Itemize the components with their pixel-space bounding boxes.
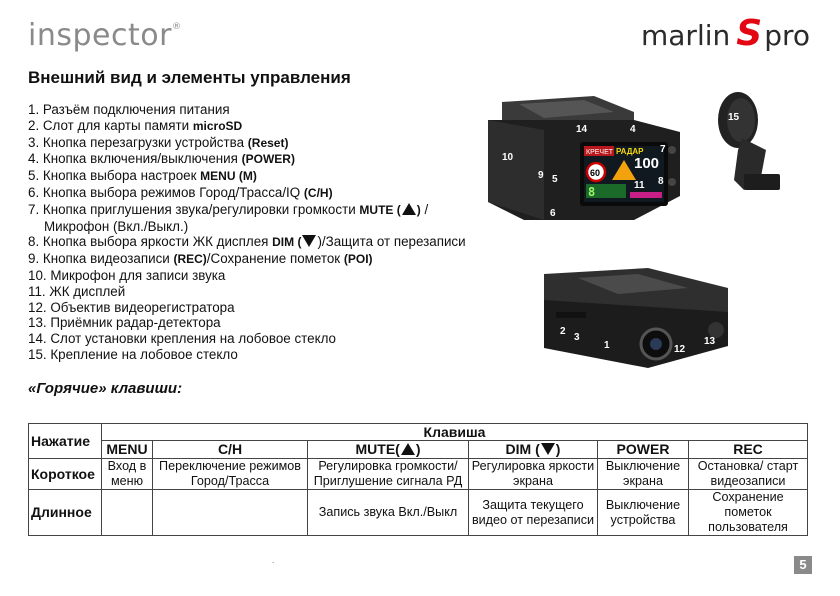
page-title: Внешний вид и элементы управления xyxy=(28,68,351,87)
list-item: 3. Кнопка перезагрузки устройства (Reset) xyxy=(28,134,289,150)
table-cell: Выключение экрана xyxy=(598,459,689,490)
callout-1: 1 xyxy=(604,340,610,351)
key-dim: DIM ( ) xyxy=(469,441,598,459)
callout-13: 13 xyxy=(704,336,716,347)
callout-8: 8 xyxy=(658,176,664,187)
list-item: 10. Микрофон для записи звука xyxy=(28,267,226,283)
callout-7: 7 xyxy=(660,144,666,155)
callout-15: 15 xyxy=(728,112,740,123)
list-item: 6. Кнопка выбора режимов Город/Трасса/IQ (C/H) xyxy=(28,184,333,200)
list-item: 15. Крепление на лобовое стекло xyxy=(28,346,238,362)
list-item: 9. Кнопка видеозаписи (REC)/Сохранение пометок (POI) xyxy=(28,251,373,267)
list-item: 4. Кнопка включения/выключения (POWER) xyxy=(28,151,295,167)
key-mute: MUTE( ) xyxy=(308,441,469,459)
list-item: 14. Слот установки крепления на лобовое стекло xyxy=(28,331,336,347)
callout-4: 4 xyxy=(630,124,636,135)
arrow-down-icon xyxy=(302,235,316,247)
callout-6: 6 xyxy=(550,208,556,219)
controls-list xyxy=(28,102,466,363)
key-group-header: Клавиша xyxy=(102,424,808,441)
screen-brand: КРЕЧЕТ xyxy=(586,149,614,156)
screen-limit: 60 xyxy=(590,168,601,178)
callout-5: 5 xyxy=(552,174,558,185)
callout-11: 11 xyxy=(634,180,645,191)
arrow-down-icon xyxy=(541,443,555,455)
table-cell: Регулировка громкости/ Приглушение сигнала РД xyxy=(308,459,469,490)
row-short-label: Короткое xyxy=(29,459,102,490)
table-cell: Переключение режимов Город/Трасса xyxy=(153,459,308,490)
table-cell: Вход в меню xyxy=(102,459,153,490)
screen-radar: РАДАР xyxy=(616,147,644,156)
callout-14: 14 xyxy=(576,124,588,135)
table-cell: Защита текущего видео от перезаписи xyxy=(469,490,598,536)
windshield-mount-illustration xyxy=(708,90,788,200)
press-header: Нажатие xyxy=(29,424,102,459)
callout-12: 12 xyxy=(674,344,686,355)
list-item: 7. Кнопка приглушения звука/регулировки громкости MUTE ( ) / xyxy=(28,201,429,217)
key-rec: REC xyxy=(689,441,808,459)
table-cell: Сохранение пометок пользователя xyxy=(689,490,808,536)
list-item: 13. Приёмник радар-детектора xyxy=(28,315,221,331)
arrow-up-icon xyxy=(402,203,416,215)
hotkeys-title: «Горячие» клавиши: xyxy=(28,380,183,397)
key-menu: MENU xyxy=(102,441,153,459)
list-item: 12. Объектив видеорегистратора xyxy=(28,299,235,315)
row-long-label: Длинное xyxy=(29,490,102,536)
callout-2: 2 xyxy=(560,326,566,337)
list-item: 5. Кнопка выбора настроек MENU (M) xyxy=(28,168,257,184)
key-ch: C/H xyxy=(153,441,308,459)
inspector-logo: inspector® xyxy=(28,18,182,53)
device-back-illustration xyxy=(538,264,738,374)
list-item: 11. ЖК дисплей xyxy=(28,283,126,299)
callout-10: 10 xyxy=(502,152,514,163)
table-cell: Остановка/ старт видеозаписи xyxy=(689,459,808,490)
list-item: 8. Кнопка выбора яркости ЖК дисплея DIM ( )/Защита от перезаписи xyxy=(28,234,466,250)
marlin-s-pro-logo: marlin S pro xyxy=(641,13,810,54)
key-power: POWER xyxy=(598,441,689,459)
page-number: 5 xyxy=(794,556,812,574)
callout-3: 3 xyxy=(574,332,580,343)
hotkeys-table xyxy=(28,423,808,536)
table-cell: Запись звука Вкл./Выкл xyxy=(308,490,469,536)
list-item: Микрофон (Вкл./Выкл.) xyxy=(44,218,189,234)
table-cell: Выключение устройства xyxy=(598,490,689,536)
table-cell: Регулировка яркости экрана xyxy=(469,459,598,490)
list-item: 2. Слот для карты памяти microSD xyxy=(28,117,243,133)
table-cell xyxy=(102,490,153,536)
stray-mark: . xyxy=(272,556,275,565)
screen-digits: 8 xyxy=(588,185,596,199)
callout-9: 9 xyxy=(538,170,544,181)
table-cell xyxy=(153,490,308,536)
device-front-illustration xyxy=(484,92,684,232)
screen-speed: 100 xyxy=(634,155,660,172)
arrow-up-icon xyxy=(401,443,415,455)
list-item: 1. Разъём подключения питания xyxy=(28,102,230,117)
